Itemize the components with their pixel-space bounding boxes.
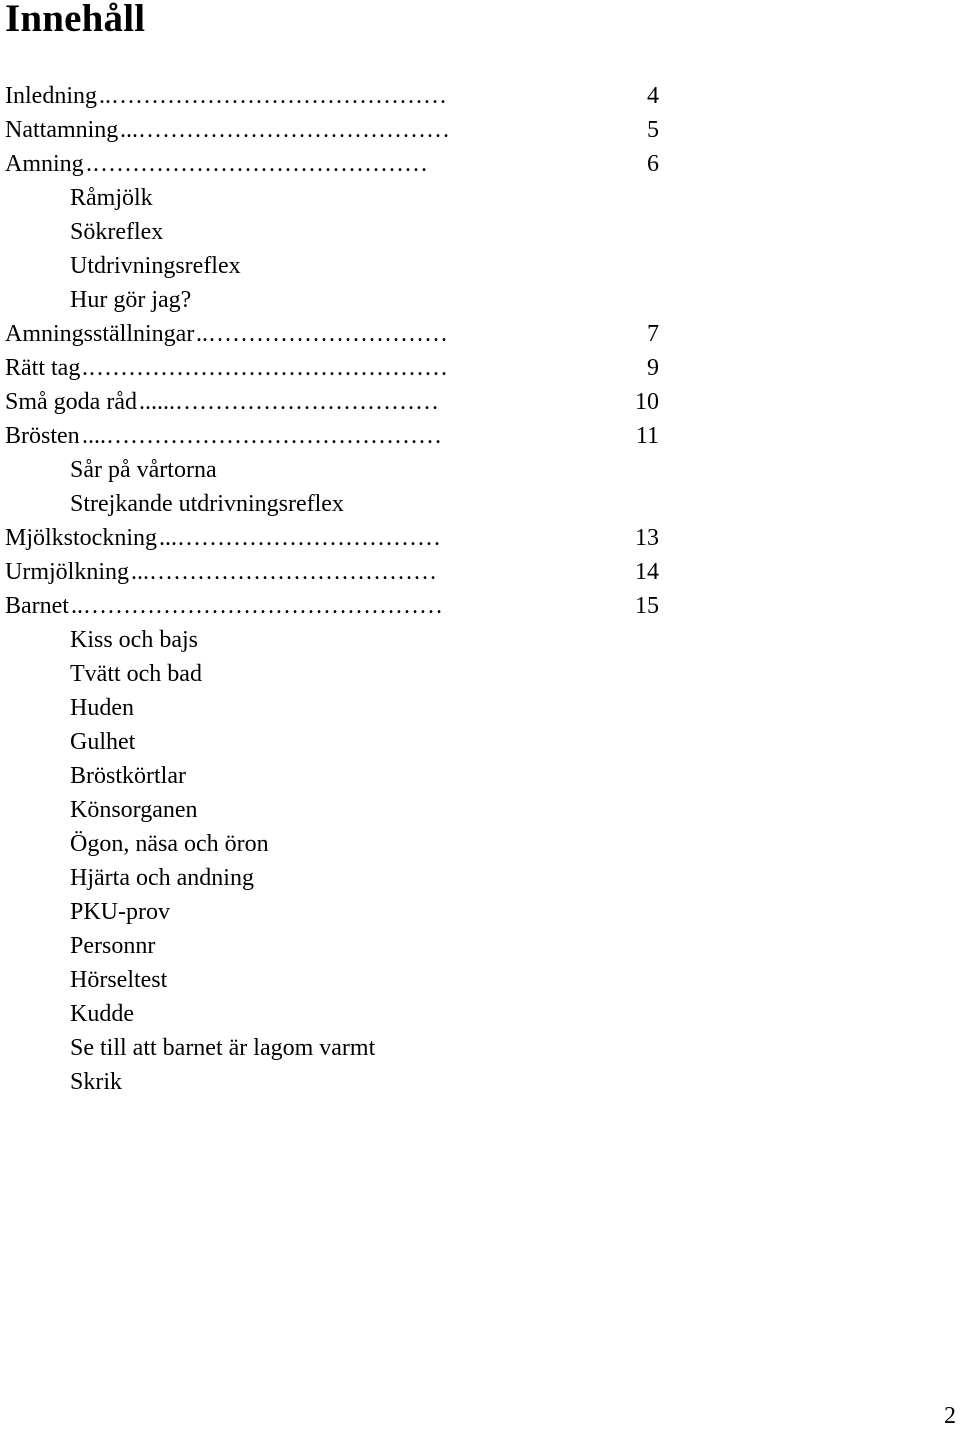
toc-subentry-label: Hjärta och andning [70,865,254,891]
toc-subentry [5,215,665,249]
toc-subentry [5,283,665,317]
toc-subentry [5,1031,665,1065]
toc-page-number: 4 [647,83,659,109]
toc-subentry-label: Ögon, näsa och öron [70,831,269,857]
toc-subentry [5,861,665,895]
toc-subentry-label: Bröstkörtlar [70,763,186,789]
toc-subentry-label: Personnr [70,933,156,959]
toc-leader-dots: ……………………………………….. [71,593,443,619]
table-of-contents [5,79,665,1099]
toc-leader-dots: …………………………………... [120,117,450,143]
toc-leader-dots: ………………………………………. [82,355,448,381]
toc-entry [5,147,659,181]
toc-subentry-label: Skrik [70,1069,123,1095]
toc-subentry-label: PKU-prov [70,899,170,925]
toc-entry [5,589,659,623]
toc-subentry-label: Se till att barnet är lagom varmt [70,1035,376,1061]
toc-subentry-label: Hur gör jag? [70,287,192,313]
toc-subentry [5,895,665,929]
page-title: Innehåll [5,0,146,40]
toc-page-number: 13 [635,525,659,551]
toc-page-number: 15 [635,593,659,619]
toc-subentry-label: Sökreflex [70,219,164,245]
toc-entry [5,385,659,419]
toc-subentry [5,487,665,521]
toc-subentry-label: Könsorganen [70,797,198,823]
toc-leader-dots: ……………………………...... [139,389,439,415]
toc-leader-dots: …………………………………….. [99,83,447,109]
toc-entry-label: Brösten [5,423,80,449]
toc-entry-label: Mjölkstockning [5,525,158,551]
toc-subentry [5,181,665,215]
toc-subentry-label: Strejkande utdrivningsreflex [70,491,344,517]
toc-subentry [5,1065,665,1099]
toc-subentry [5,657,665,691]
toc-page-number: 5 [647,117,659,143]
toc-entry-label: Barnet [5,593,69,619]
toc-subentry [5,453,665,487]
toc-subentry-label: Sår på vårtorna [70,457,217,483]
toc-entry [5,317,659,351]
toc-leader-dots: ……………………………………. [86,151,428,177]
toc-subentry-label: Tvätt och bad [70,661,202,687]
toc-entry [5,419,659,453]
toc-entry [5,113,659,147]
toc-subentry-label: Kudde [70,1001,134,1027]
toc-subentry-label: Utdrivningsreflex [70,253,241,279]
toc-entry [5,79,659,113]
toc-leader-dots: ………………………….. [196,321,448,347]
toc-subentry-label: Kiss och bajs [70,627,198,653]
toc-subentry [5,249,665,283]
toc-subentry-label: Huden [70,695,134,721]
toc-page-number: 14 [635,559,659,585]
toc-entry-label: Inledning [5,83,97,109]
toc-page-number: 6 [647,151,659,177]
toc-entry-label: Nattamning [5,117,119,143]
toc-subentry-label: Hörseltest [70,967,168,993]
toc-subentry [5,623,665,657]
toc-subentry [5,691,665,725]
toc-subentry [5,929,665,963]
toc-subentry [5,997,665,1031]
toc-page-number: 11 [635,423,659,449]
toc-entry-label: Amningsställningar [5,321,195,347]
toc-subentry [5,759,665,793]
toc-subentry [5,793,665,827]
toc-subentry [5,963,665,997]
toc-leader-dots: ……………………………... [159,525,441,551]
toc-page-number: 10 [635,389,659,415]
toc-page-number: 9 [647,355,659,381]
toc-entry-label: Amning [5,151,84,177]
toc-subentry [5,827,665,861]
page-number: 2 [944,1403,956,1429]
toc-subentry-label: Råmjölk [70,185,153,211]
toc-entry [5,521,659,555]
toc-subentry [5,725,665,759]
toc-entry-label: Urmjölkning [5,559,129,585]
toc-entry [5,555,659,589]
toc-entry-label: Rätt tag [5,355,81,381]
toc-entry-label: Små goda råd [5,389,137,415]
toc-entry [5,351,659,385]
toc-leader-dots: …………………………………….... [82,423,442,449]
toc-subentry-label: Gulhet [70,729,136,755]
toc-page-number: 7 [647,321,659,347]
toc-leader-dots: ………………………………... [131,559,437,585]
